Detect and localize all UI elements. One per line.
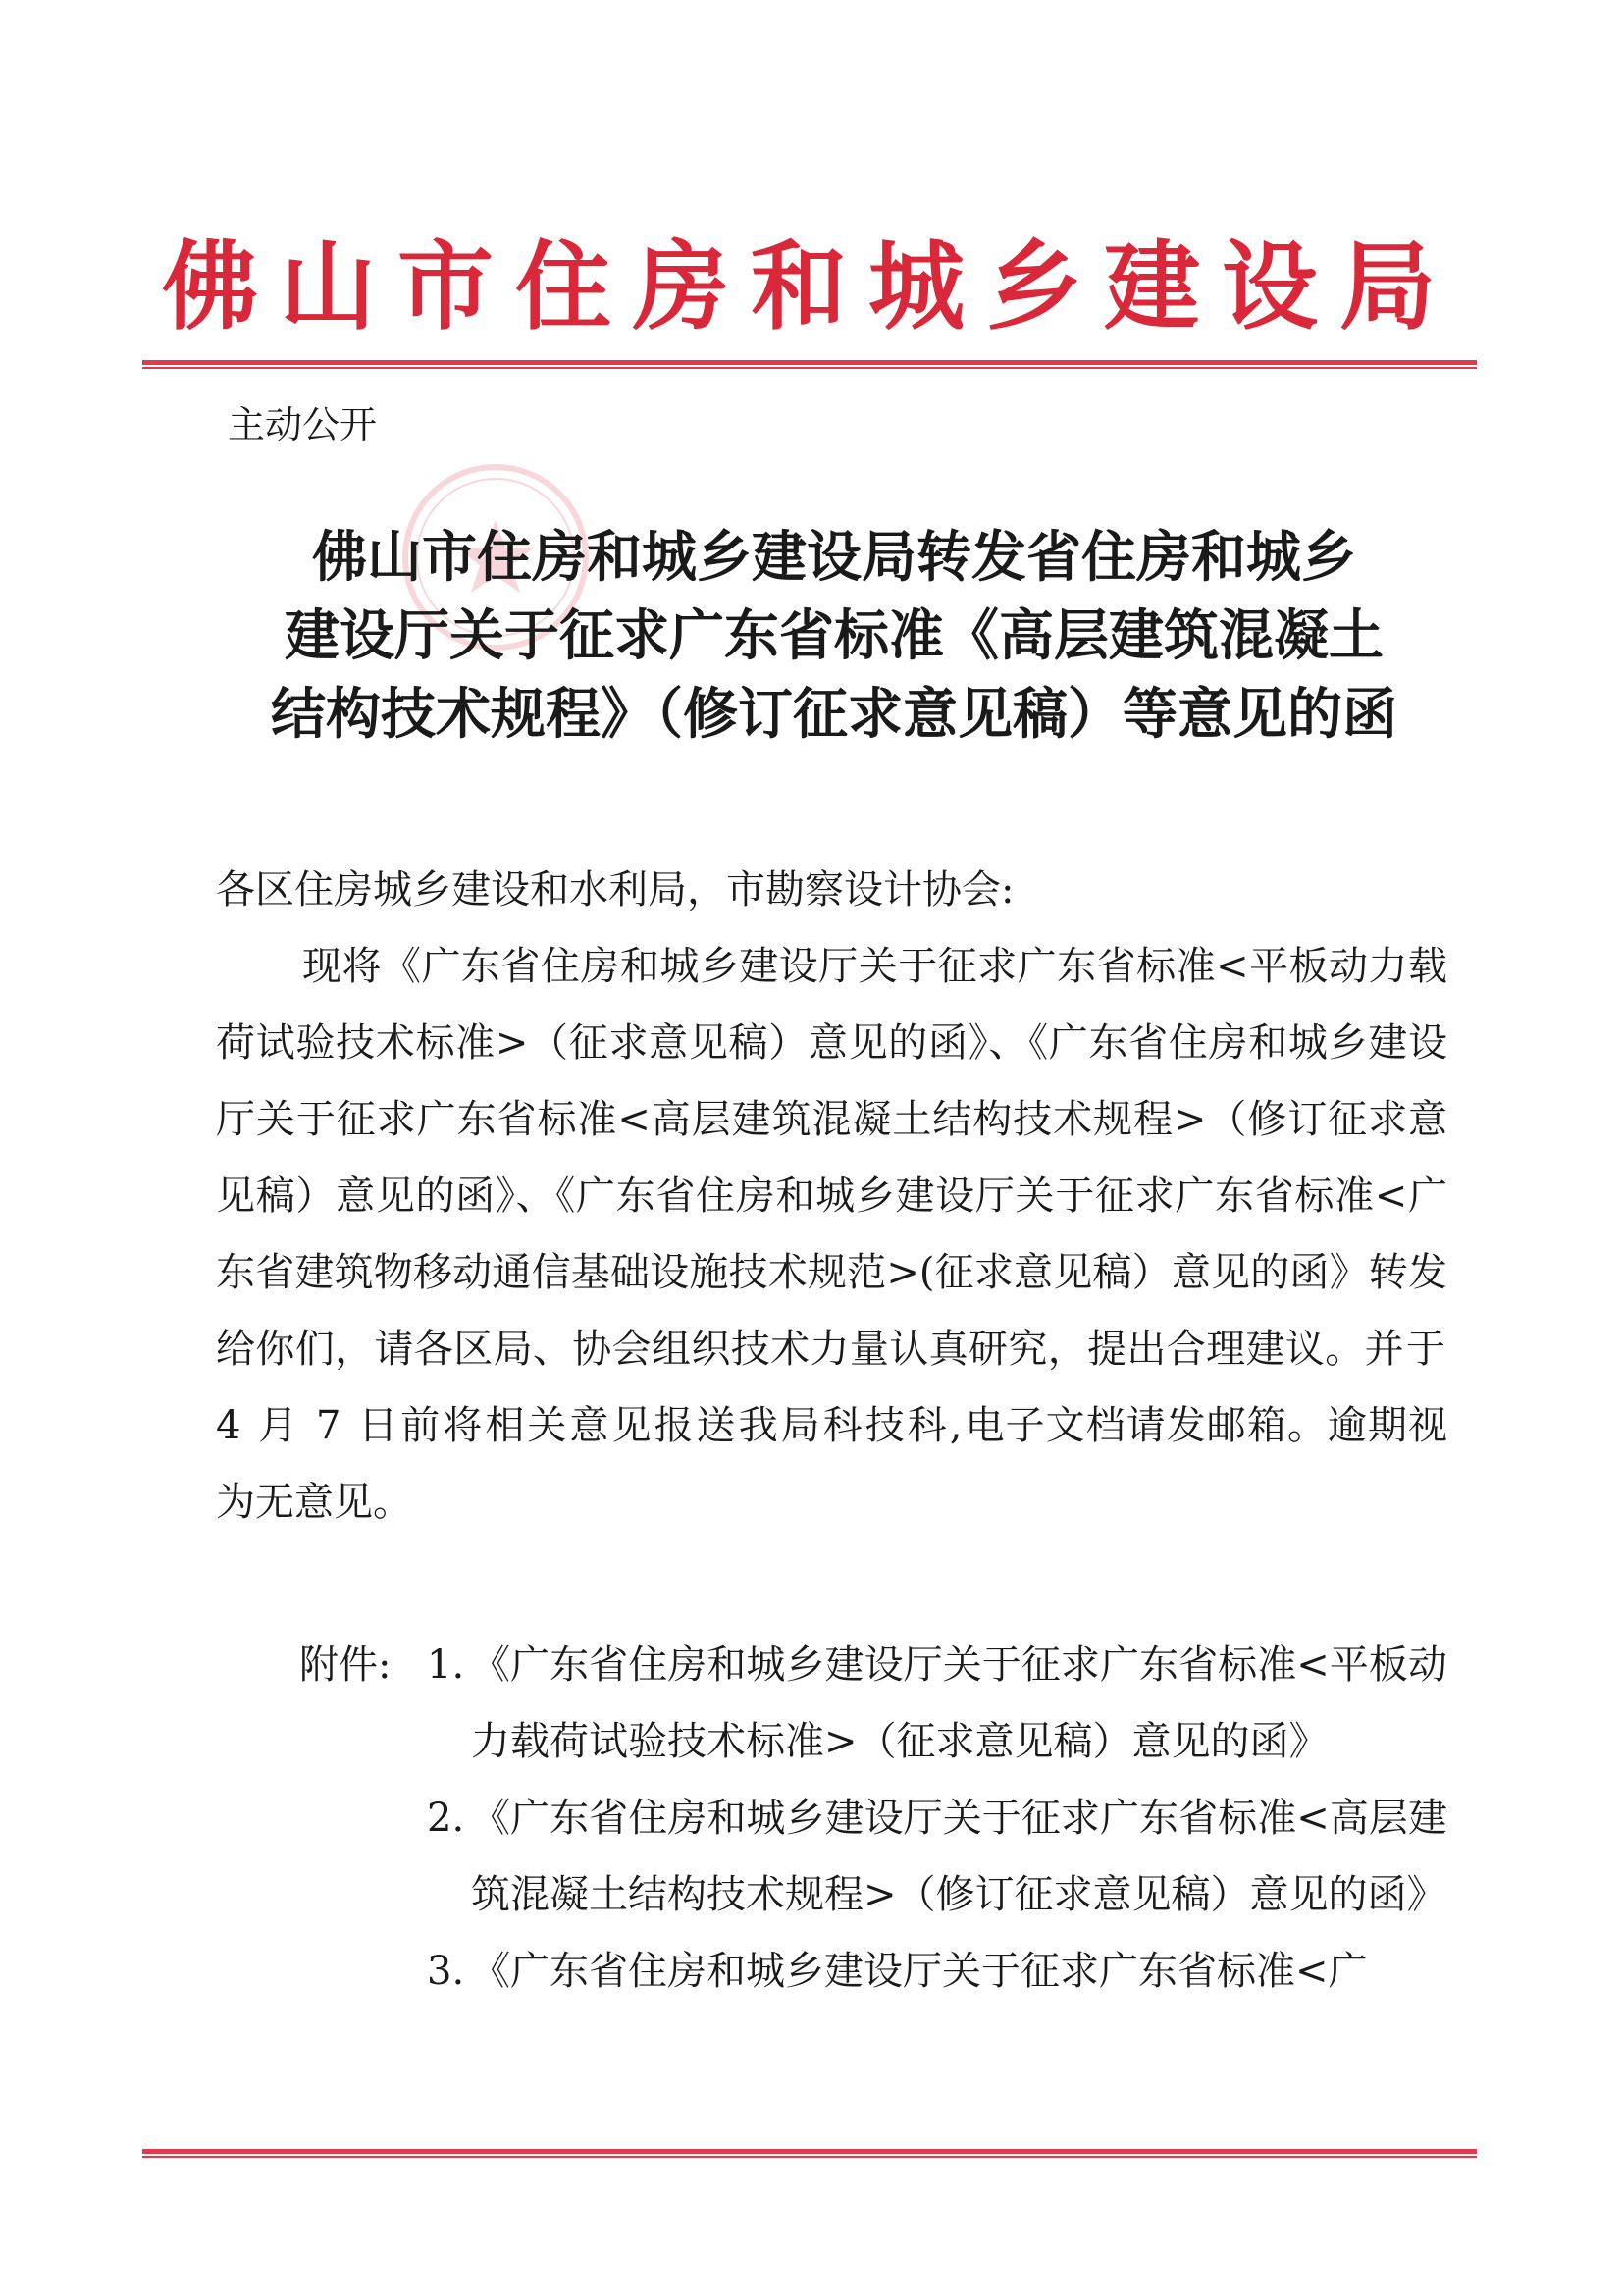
body-text-closing: 电子文档请发邮箱。逾期视为无意见。 bbox=[216, 1403, 1447, 1525]
document-title bbox=[196, 518, 1472, 754]
disclosure-label: 主动公开 bbox=[228, 403, 378, 446]
red-divider-bottom bbox=[142, 2149, 1477, 2159]
agency-masthead: 佛山市住房和城乡建设局 bbox=[161, 231, 1457, 343]
salutation: 各区住房城乡建设和水利局，市勘察设计协会: bbox=[216, 867, 1015, 913]
attachment-number: 2. bbox=[427, 1796, 465, 1841]
letter-body bbox=[216, 852, 1447, 1540]
attachment-text: 《广东省住房和城乡建设厅关于征求广东省标准<平板动力载荷试验技术标准>（征求意见稿）意见的函》 bbox=[471, 1643, 1447, 1764]
attachment-item bbox=[299, 1627, 1447, 1780]
attachment-number: 3. bbox=[427, 1949, 465, 1994]
attachment-item bbox=[299, 1933, 1447, 2009]
attachment-number: 1. bbox=[427, 1643, 465, 1688]
body-text-main: 现将《广东省住房和城乡建设厅关于征求广东省标准<平板动力载荷试验技术标准>（征求意见稿）意见的函》、《广东省住房和城乡建设厅关于征求广东省标准<高层建筑混凝土结构技术规程>（修订征求意见稿）意见的函》、《广东省住房和城乡建设厅关于征求广东省标准<广东省建筑物移动通信基础设施技术规范>(征求意见稿）意见的函》转发给你们，请各区局、协会组织技术力量认真研究，提出合理建议。 bbox=[216, 944, 1447, 1372]
title-line: 佛山市住房和城乡建设局转发省住房和城乡 bbox=[312, 525, 1356, 590]
attachments-label: 附件: bbox=[299, 1643, 392, 1688]
body-paragraph bbox=[216, 928, 1447, 1540]
attachment-item bbox=[299, 1780, 1447, 1933]
attachment-text: 《广东省住房和城乡建设厅关于征求广东省标准<广 bbox=[471, 1949, 1368, 1994]
deadline-text: 并于 4 月 7 日前将相关意见报送我局科技科, bbox=[216, 1327, 1448, 1448]
title-line: 建设厅关于征求广东省标准《高层建筑混凝土 bbox=[285, 603, 1384, 668]
attachment-text: 《广东省住房和城乡建设厅关于征求广东省标准<高层建筑混凝土结构技术规程>（修订征求意见稿）意见的函》 bbox=[471, 1796, 1447, 1917]
attachments-section bbox=[299, 1627, 1447, 2009]
red-divider-top bbox=[142, 360, 1477, 370]
title-line: 结构技术规程》（修订征求意见稿）等意见的函 bbox=[271, 682, 1397, 747]
